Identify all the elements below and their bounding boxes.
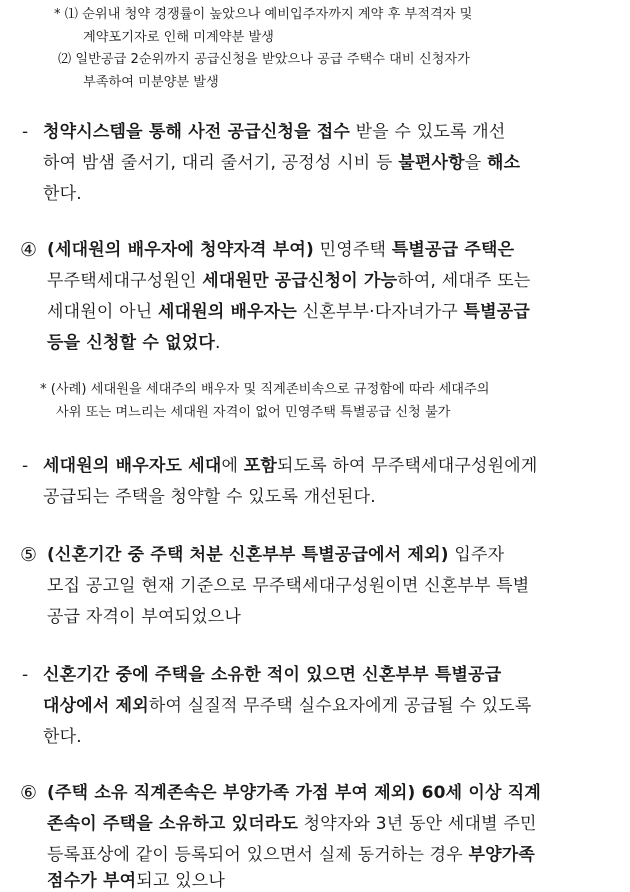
body-text: 을 — [464, 153, 487, 173]
body-text: 입주자 — [448, 545, 505, 565]
section-4-line-2 — [47, 273, 530, 290]
body-text: 하여 밤샘 줄서기, 대리 줄서기, 공정성 시비 등 — [43, 153, 399, 173]
body-text: 하여 실질적 무주택 실수요자에게 공급될 수 있도록 — [148, 696, 532, 716]
bullet-dash: - — [22, 122, 29, 142]
section-5-line-2: 모집 공고일 현재 기준으로 무주택세대구성원이면 신혼부부 특별 — [47, 576, 530, 596]
bullet-3-line-2 — [43, 698, 532, 715]
body-text: 청약자와 3년 동안 세대별 주민 — [298, 814, 537, 834]
footnote-2-line-2: 사위 또는 며느리는 세대원 자격이 없어 민영주택 특별공급 신청 불가 — [56, 405, 451, 420]
body-text: 되고 있으나 — [136, 871, 225, 891]
emphasis-text: 세대원만 공급신청이 가능 — [202, 271, 398, 291]
section-heading: (신혼기간 중 주택 처분 신혼부부 특별공급에서 제외) — [47, 545, 449, 565]
section-heading: (세대원의 배우자에 청약자격 부여) — [47, 240, 315, 260]
bullet-2-line-1 — [43, 458, 538, 475]
body-text: 에 — [221, 456, 244, 476]
emphasis-text: 포함 — [243, 456, 277, 476]
section-5-number: ⑤ — [20, 544, 38, 566]
section-6-line-2 — [47, 816, 537, 833]
section-4-line-3 — [47, 304, 530, 321]
section-6-line-1 — [47, 785, 541, 802]
emphasis-text: 특별공급 — [463, 302, 530, 322]
bullet-1-line-3: 한다. — [43, 184, 82, 204]
emphasis-text: 신혼기간 중에 주택을 소유한 적이 있으면 신혼부부 특별공급 — [43, 665, 502, 685]
footnote-2-line-1: * (사례) 세대원을 세대주의 배우자 및 직계존비속으로 규정함에 따라 세대주의 — [40, 382, 490, 397]
footnote-item-2-line-1: ⑵ 일반공급 2순위까지 공급신청을 받았으나 공급 주택수 대비 신청자가 — [58, 52, 470, 67]
body-text: 되도록 하여 무주택세대구성원에게 — [276, 456, 538, 476]
section-5-line-1 — [47, 547, 504, 564]
body-text: 세대원이 아닌 — [47, 302, 158, 322]
bullet-3-line-1 — [43, 667, 501, 684]
emphasis-text: 청약시스템을 통해 사전 공급신청을 접수 — [43, 122, 351, 142]
bullet-2-line-2: 공급되는 주택을 청약할 수 있도록 개선된다. — [43, 487, 376, 507]
emphasis-text: 세대원의 배우자는 — [157, 302, 298, 322]
body-text: 등록표상에 같이 등록되어 있으면서 실제 동거하는 경우 — [47, 845, 469, 865]
emphasis-text: 점수가 부여 — [47, 871, 137, 891]
body-text: 민영주택 — [314, 240, 392, 260]
footnote-item-1-line-2: 계약포기자로 인해 미계약분 발생 — [83, 30, 274, 45]
emphasis-text: 존속이 주택을 소유하고 있더라도 — [47, 814, 299, 834]
bullet-1-line-2 — [43, 155, 520, 172]
emphasis-text: 불편사항 — [398, 153, 465, 173]
body-text: 무주택세대구성원인 — [47, 271, 203, 291]
bullet-dash: - — [22, 665, 29, 685]
bullet-dash: - — [22, 456, 29, 476]
section-6-number: ⑥ — [20, 782, 38, 804]
bullet-3-line-3: 한다. — [43, 727, 82, 747]
emphasis-text: 세대원의 배우자도 세대 — [43, 456, 222, 476]
body-text: 받을 수 있도록 개선 — [350, 122, 506, 142]
emphasis-text: 특별공급 주택은 — [391, 240, 515, 260]
section-4-line-4 — [47, 335, 221, 352]
section-4-number: ④ — [20, 239, 38, 261]
emphasis-text: 해소 — [486, 153, 521, 173]
footnote-item-2-line-2: 부족하여 미분양분 발생 — [83, 75, 219, 90]
footnote-item-1-line-1: * ⑴ 순위내 청약 경쟁률이 높았으나 예비입주자까지 계약 후 부적격자 및 — [54, 7, 473, 22]
section-4-line-1 — [47, 242, 514, 259]
section-6-line-4 — [47, 873, 225, 890]
body-text: 하여, 세대주 또는 — [397, 271, 531, 291]
section-6-line-3 — [47, 847, 535, 864]
section-heading: (주택 소유 직계존속은 부양가족 가점 부여 제외) 60세 이상 직계 — [47, 783, 541, 803]
body-text: 신혼부부·다자녀가구 — [297, 302, 464, 322]
body-text: . — [214, 333, 221, 353]
bullet-1-line-1 — [43, 124, 505, 141]
emphasis-text: 대상에서 제외 — [43, 696, 149, 716]
emphasis-text: 등을 신청할 수 없었다 — [47, 333, 215, 353]
emphasis-text: 부양가족 — [468, 845, 536, 865]
section-5-line-3: 공급 자격이 부여되었으나 — [47, 607, 242, 627]
